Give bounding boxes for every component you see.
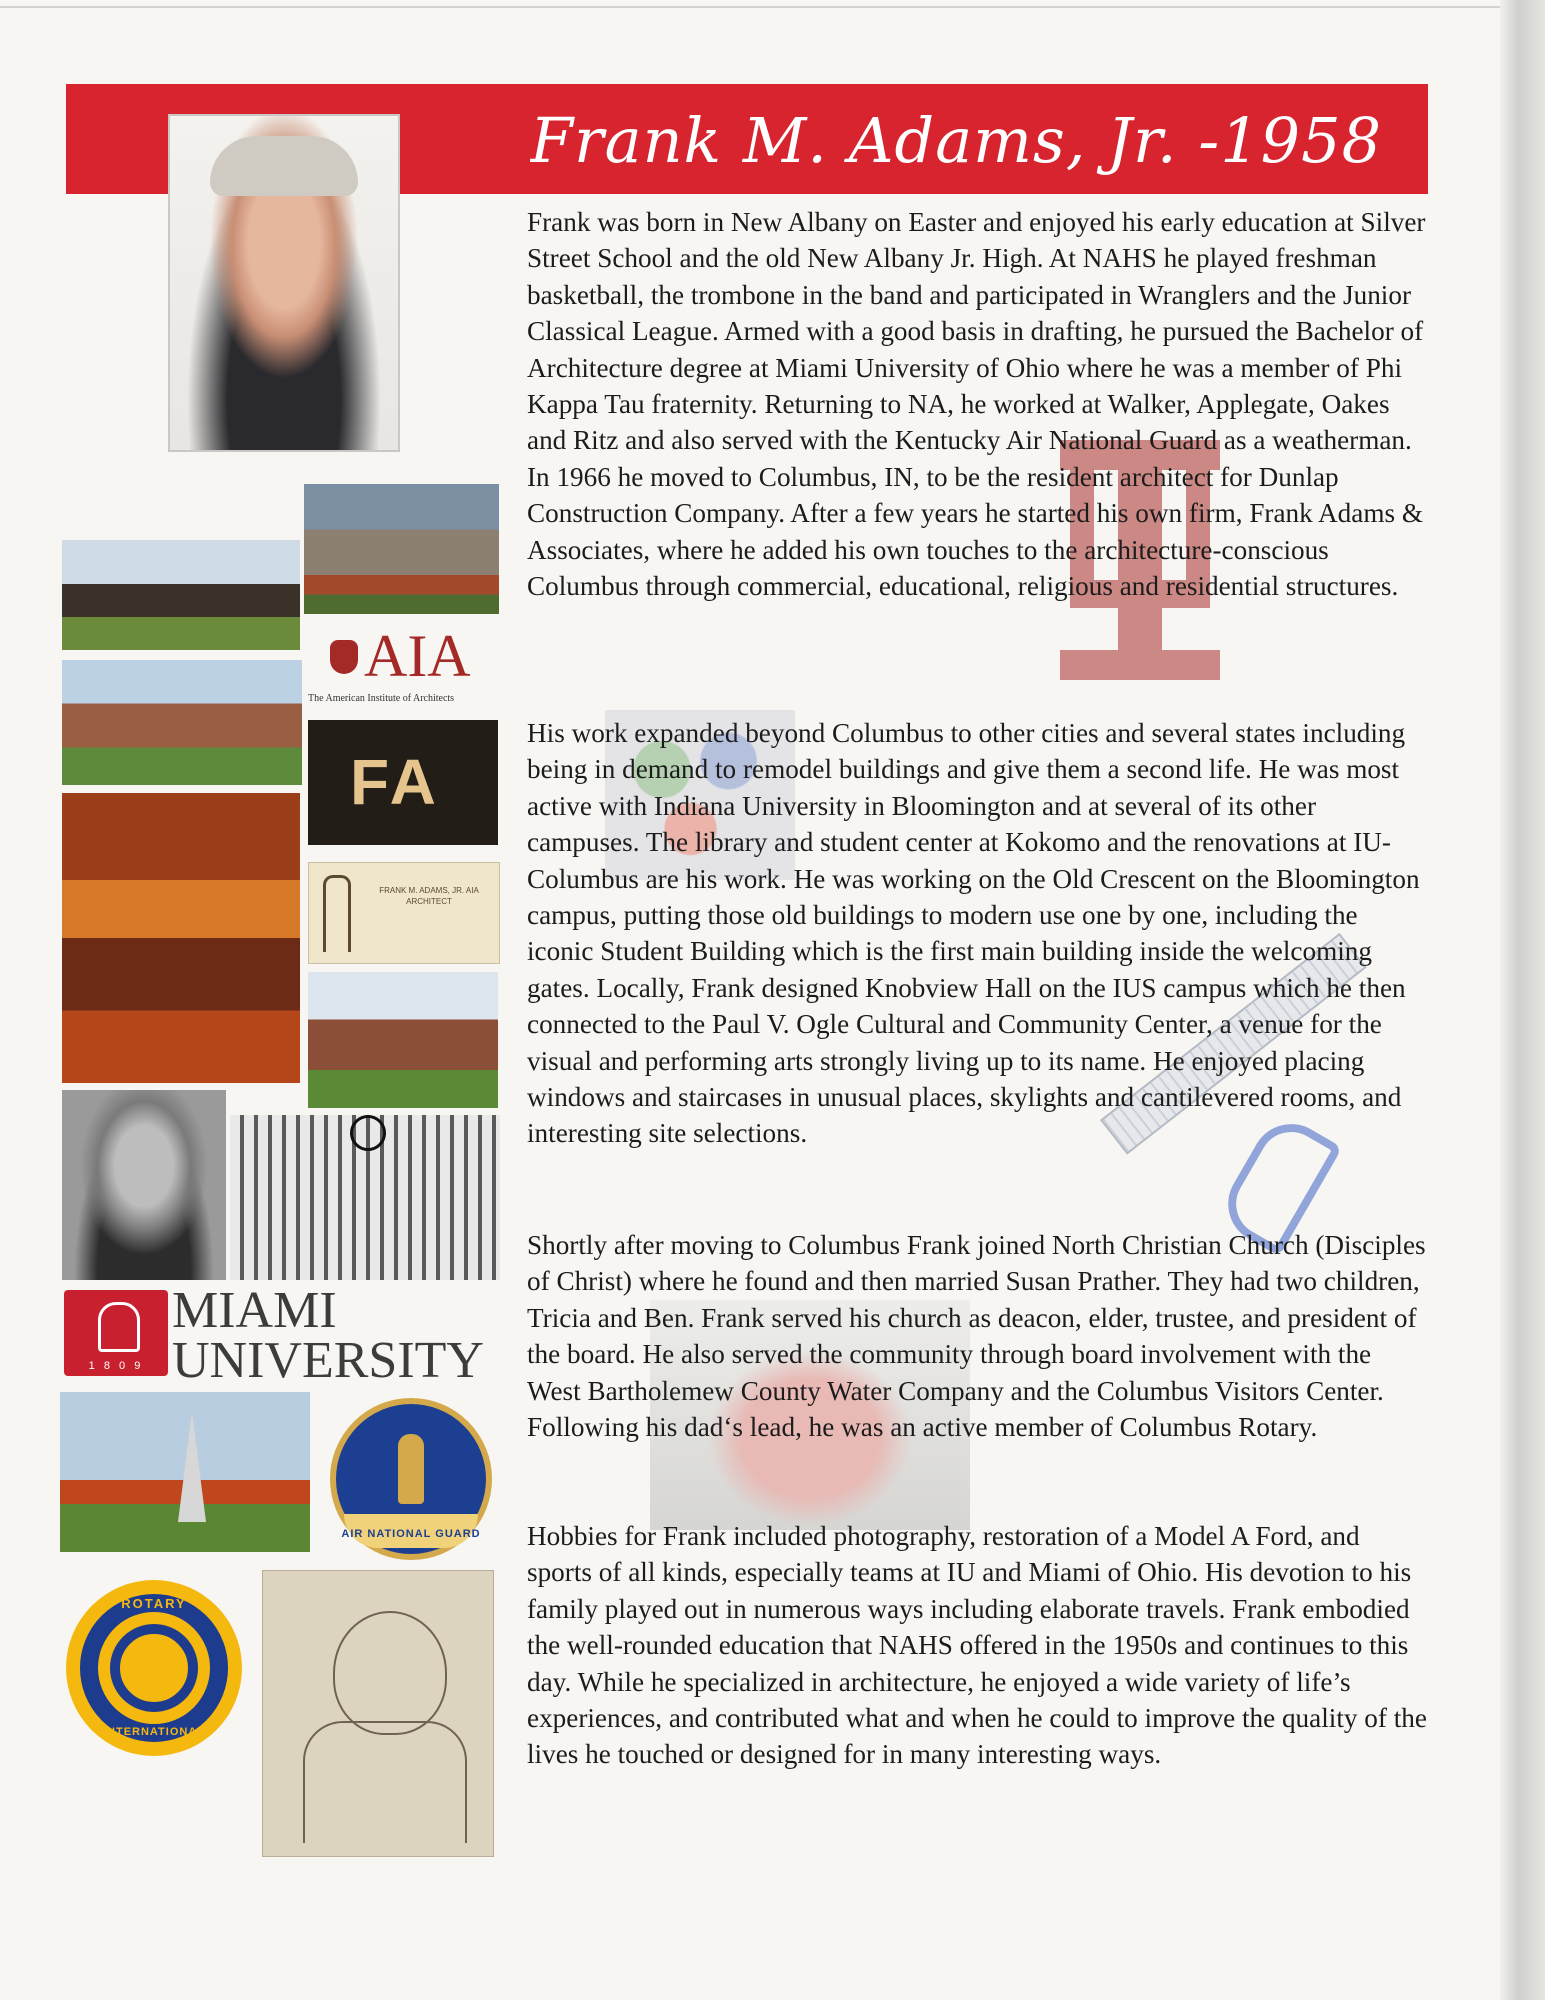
group-photo-highlight-circle bbox=[350, 1115, 386, 1151]
house-photo bbox=[62, 540, 300, 650]
biography-paragraph-1 bbox=[527, 204, 1427, 604]
school-building-photo bbox=[62, 660, 302, 785]
paragraph-career: His work expanded beyond Columbus to other cities and several states including being in demand to remodel buildings and give them a second life. He was most active with Indiana University in Bloomington and at several of its other campuses. The library and student center at Kokomo and the renovations at IU-Columbus are his work. He was working on the Old Crescent on the Bloomington campus, putting those old buildings to modern use one by one, including the iconic Student Building which is the first main building inside the welcoming gates. Locally, Frank designed Knobview Hall on the IUS campus which he then connected to the Paul V. Ogle Cultural and Community Center, a venue for the visual and performing arts strongly living up to its name. He enjoyed placing windows and staircases in unusual places, skylights and cantilevered rooms, and interesting site selections. bbox=[527, 718, 1420, 1149]
church-spire bbox=[178, 1412, 206, 1522]
rotary-bottom-text: INTERNATIONAL bbox=[102, 1726, 205, 1738]
miami-line-2: UNIVERSITY bbox=[172, 1332, 484, 1389]
aia-eagle-icon bbox=[330, 640, 358, 674]
page-title: Frank M. Adams, Jr. -1958 bbox=[530, 104, 1383, 177]
iu-gates-photo bbox=[304, 484, 499, 614]
aia-caption: The American Institute of Architects bbox=[308, 693, 455, 704]
cultural-center-photo bbox=[308, 972, 498, 1108]
headshot-hair bbox=[210, 136, 358, 196]
headshot-photo bbox=[168, 114, 400, 452]
caricature-drawing bbox=[262, 1570, 494, 1857]
biography-paragraph-4 bbox=[527, 1518, 1427, 1773]
biography-paragraph-2 bbox=[527, 715, 1427, 1152]
minuteman-icon bbox=[398, 1434, 424, 1504]
page-top-edge bbox=[0, 6, 1500, 8]
miami-lantern-icon bbox=[98, 1302, 140, 1352]
paragraph-family-church: Shortly after moving to Columbus Frank joined North Christian Church (Disciples of Christ) where he found and then married Susan Prather. They had two children, Tricia and Ben. Frank served his church as deacon, elder, trustee, and president of the board. He also served the community through board involvement with the West Bartholemew County Water Company and the Columbus Visitors Center. Following his dad‘s lead, he was an active member of Columbus Rotary. bbox=[527, 1230, 1426, 1443]
biography-paragraph-3 bbox=[527, 1227, 1427, 1445]
aia-logo-text: AIA bbox=[364, 623, 471, 689]
concert-hall-photo bbox=[62, 793, 300, 1083]
miami-university-wordmark bbox=[172, 1282, 502, 1389]
ang-patch-text: AIR NATIONAL GUARD bbox=[341, 1528, 481, 1540]
caricature-head bbox=[333, 1611, 447, 1735]
senior-yearbook-photo bbox=[62, 1090, 226, 1280]
paragraph-early-life: Frank was born in New Albany on Easter and enjoyed his early education at Silver Street School and the old New Albany Jr. High. At NAHS he played freshman basketball, the trombone in the band and participated in Wranglers and the Junior Classical League. Armed with a good basis in drafting, he pursued the Bachelor of Architecture degree at Miami University of Ohio where he was a member of Phi Kappa Tau fraternity. Returning to NA, he worked at Walker, Applegate, Oakes and Ritz and also served with the Kentucky Air National Guard as a weatherman. In 1966 he moved to Columbus, IN, to be the resident architect for Dunlap Construction Company. After a few years he started his own firm, Frank Adams & Associates, where he added his own touches to the architecture-conscious Columbus through commercial, educational, religious and residential structures. bbox=[527, 207, 1426, 602]
rotary-top-text: ROTARY bbox=[121, 1596, 187, 1611]
fa-logo-text: FA bbox=[350, 746, 440, 818]
aia-logo bbox=[330, 623, 480, 689]
rotary-wheel-hub bbox=[110, 1624, 198, 1712]
page-binding-shadow bbox=[1500, 0, 1545, 2000]
miami-line-1: MIAMI bbox=[172, 1282, 337, 1339]
rotary-international-logo bbox=[66, 1580, 242, 1756]
paragraph-hobbies: Hobbies for Frank included photography, restoration of a Model A Ford, and sports of all kinds, especially teams at IU and Miami of Ohio. His devotion to his family played out in numerous ways including elaborate travels. Frank embodied the well-rounded education that NAHS offered in the 1950s and continues to this day. While he specialized in architecture, he enjoyed a wide variety of life’s experiences, and contributed what and when he could to improve the quality of the lives he touched or designed for in many interesting ways. bbox=[527, 1521, 1427, 1770]
frank-adams-logo bbox=[308, 720, 498, 845]
miami-university-seal bbox=[64, 1290, 168, 1376]
caricature-body bbox=[303, 1721, 467, 1843]
north-christian-church-photo bbox=[60, 1392, 310, 1552]
card-arch-icon bbox=[323, 875, 351, 952]
miami-seal-year: 1 8 0 9 bbox=[88, 1360, 144, 1372]
air-national-guard-patch bbox=[330, 1398, 492, 1560]
business-card bbox=[308, 862, 500, 964]
business-card-text: FRANK M. ADAMS, JR. AIA ARCHITECT bbox=[379, 886, 479, 906]
